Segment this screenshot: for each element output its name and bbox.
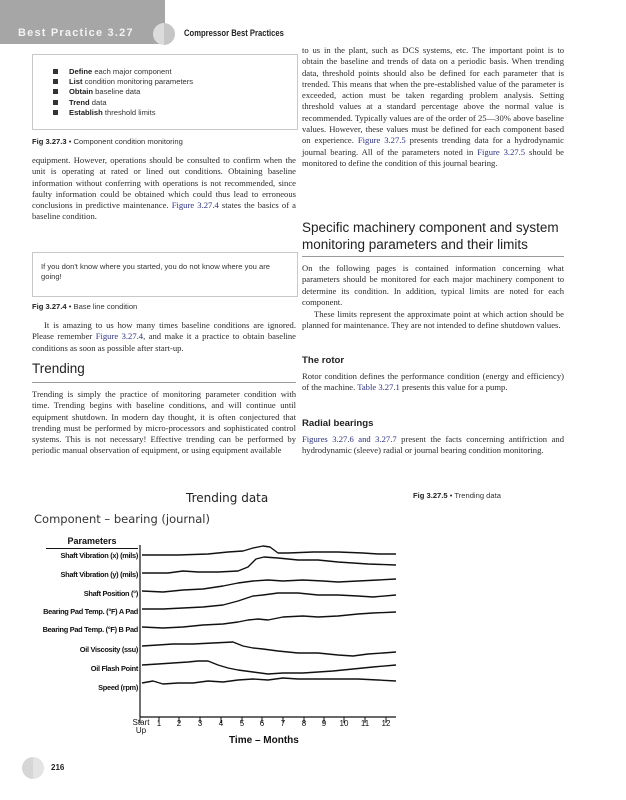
param-label: Bearing Pad Temp. (°F) A Pad <box>43 607 138 616</box>
param-label: Bearing Pad Temp. (°F) B Pad <box>42 625 138 634</box>
heading-rule <box>302 256 564 257</box>
rotor-paragraph: Rotor condition defines the performance condition (energy and efficiency) of the machine. Table 3.27.1 presents this value for a pump. <box>302 371 564 393</box>
fig-3-27-4-box <box>32 252 298 297</box>
list-item: Obtain baseline data <box>53 87 193 97</box>
chart-title: Trending data <box>186 491 269 505</box>
monitoring-steps-list <box>53 67 193 118</box>
list-item: List condition monitoring parameters <box>53 77 193 87</box>
fig-3-27-3-caption: Fig 3.27.3 • Component condition monitoring <box>32 137 183 146</box>
x-tick-label: Start Up <box>132 718 150 735</box>
radial-bearings-paragraph: Figures 3.27.6 and 3.27.7 present the facts concerning antifriction and hydrodynamic (sleeve) radial or journal bearing condition monitoring. <box>302 434 564 456</box>
header-circle-icon <box>153 23 175 45</box>
page-number: 216 <box>51 763 65 772</box>
x-tick-label: 10 <box>339 719 349 728</box>
left-paragraph-2: It is amazing to us how many times baseline conditions are ignored. Please remember Figure 3.27.4, and make it a practice to obtain baseline conditions as soon as possible after start-up. <box>32 320 296 353</box>
radial-bearings-heading: Radial bearings <box>302 418 374 429</box>
right-paragraph-3: These limits represent the approximate point at which action should be planned for maintenance. They are not intended to define shutdown values. <box>302 309 564 331</box>
list-item: Define each major component <box>53 67 193 77</box>
x-tick-label: 2 <box>176 719 182 728</box>
fig-3-27-5-caption: Fig 3.27.5 • Trending data <box>413 491 501 500</box>
fig-3-27-4-caption: Fig 3.27.4 • Base line condition <box>32 302 138 311</box>
x-axis-label: Time – Months <box>229 735 299 746</box>
chart-subtitle: Component – bearing (journal) <box>34 512 210 526</box>
x-tick-label: 12 <box>381 719 391 728</box>
x-tick-label: 3 <box>197 719 203 728</box>
baseline-quote: If you don't know where you started, you do not know where you are going! <box>41 262 270 282</box>
trend-lines-plot <box>138 545 408 725</box>
figure-link[interactable]: Figure 3.27.5 <box>477 146 526 157</box>
table-link[interactable]: Table 3.27.1 <box>357 382 400 393</box>
right-paragraph-1: to us in the plant, such as DCS systems, etc. The important point is to obtain the baseline and trends of data on a periodic basis. When trending data, threshold points should also be defined for each parameter that is trended. This means that when the pre-established value of the parameter is exceeded, action must be taken regarding problem analysis. Setting threshold values at a standard percentage above the normal value is recommended. Typically values are of the order of 25—30% above baseline values. However, these values must be defined for each component based on experience. Figure 3.27.5 presents trending data for a hydrodynamic journal bearing. All of the parameters noted in Figure 3.27.5 should be monitored to define the condition of this journal bearing. <box>302 45 564 168</box>
list-item: Trend data <box>53 98 193 108</box>
left-paragraph-1: equipment. However, operations should be consulted to confirm when the unit is operating at rated or lined out conditions. Obtaining baseline information without conferring with operations is not recommended, since faulty information could be obtained which could thus lead to erroneous conclusions in predictive maintenance. Figure 3.27.4 states the basics of a baseline condition. <box>32 155 296 222</box>
left-paragraph-3: Trending is simply the practice of monitoring parameter condition with time. Trending begins with baseline conditions, and will continue until equipment shutdown. In modern day thought, it is often conjectured that trending must be performed by micro-processors and sophisticated control systems. This is not necessary! Effective trending can be performed by periodic manual observation of equipment, or using equipment available <box>32 389 296 456</box>
trending-heading: Trending <box>32 361 85 376</box>
book-title: Compressor Best Practices <box>184 28 284 38</box>
param-label: Shaft Position (°) <box>83 589 138 598</box>
figure-link[interactable]: Figure 3.27.4 <box>171 200 219 211</box>
rotor-heading: The rotor <box>302 355 345 366</box>
specific-monitoring-heading: Specific machinery component and system monitoring parameters and their limits <box>302 220 559 252</box>
figure-link[interactable]: Figure 3.27.4 <box>95 331 144 342</box>
param-label: Speed (rpm) <box>98 683 138 692</box>
heading-rule <box>32 382 296 383</box>
x-tick-label: 7 <box>280 719 286 728</box>
x-tick-label: 11 <box>360 719 370 728</box>
param-label: Shaft Vibration (y) (mils) <box>60 570 138 579</box>
param-label: Oil Flash Point <box>90 664 138 673</box>
x-tick-label: 8 <box>301 719 307 728</box>
x-tick-label: 1 <box>156 719 162 728</box>
figure-link[interactable]: Figure 3.27.5 <box>357 135 406 146</box>
x-tick-label: 9 <box>321 719 327 728</box>
section-title: Best Practice 3.27 <box>18 27 134 39</box>
parameters-heading: Parameters <box>46 536 138 549</box>
param-label: Oil Viscosity (ssu) <box>79 645 138 654</box>
x-tick-label: 6 <box>259 719 265 728</box>
right-paragraph-2: On the following pages is contained information concerning what parameters should be monitored for each major machinery component to determine its condition. In addition, typical limits are noted for each component. <box>302 263 564 307</box>
param-label: Shaft Vibration (x) (mils) <box>60 551 138 560</box>
page-circle-icon <box>22 757 44 779</box>
x-tick-label: 5 <box>239 719 245 728</box>
fig-3-27-3-box <box>32 54 298 130</box>
figure-link[interactable]: Figures 3.27.6 and 3.27.7 <box>302 434 397 444</box>
list-item: Establish threshold limits <box>53 108 193 118</box>
x-tick-label: 4 <box>218 719 224 728</box>
